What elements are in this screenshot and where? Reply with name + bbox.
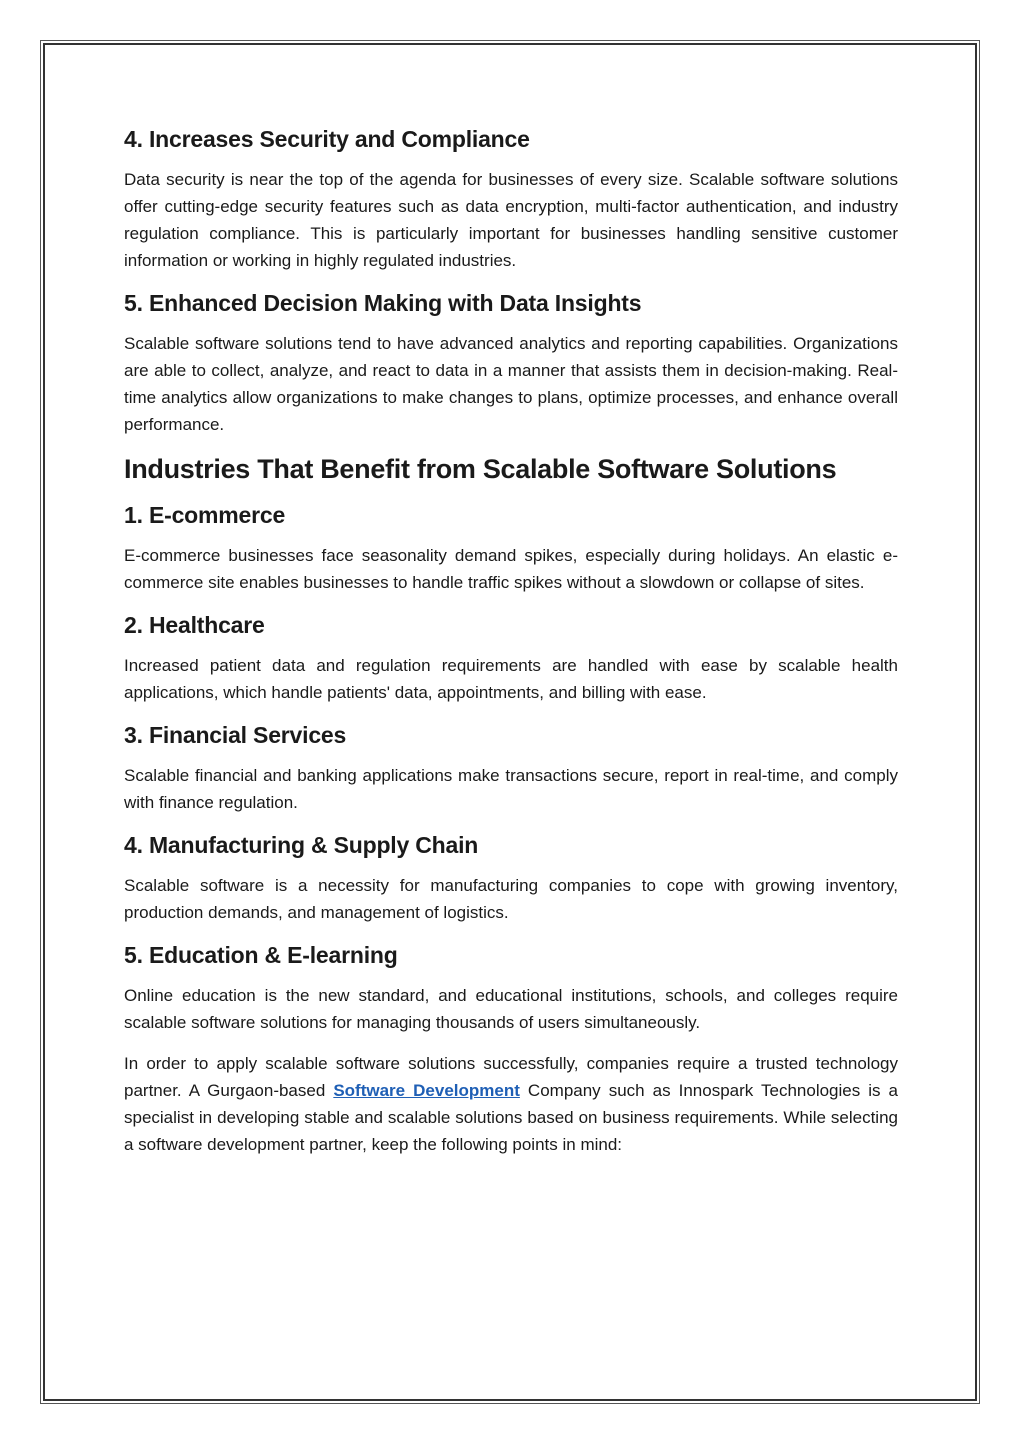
- heading-financial-services: 3. Financial Services: [124, 722, 347, 748]
- paragraph-security: Data security is near the top of the agenda for businesses of every size. Scalable software solutions offer cutting-edge security features such as data encryption, multi-factor authentication, and industry regulation compliance. This is particularly important for businesses handling sensitive customer information or working in highly regulated industries.: [124, 170, 898, 270]
- paragraph-manufacturing: Scalable software is a necessity for manufacturing companies to cope with growing inventory, production demands, and management of logistics.: [124, 876, 898, 922]
- software-development-link[interactable]: Software Development: [333, 1081, 520, 1100]
- heading-decision-making: 5. Enhanced Decision Making with Data Insights: [124, 290, 642, 316]
- paragraph-education: Online education is the new standard, and educational institutions, schools, and colleges require scalable software solutions for managing thousands of users simultaneously.: [124, 986, 898, 1032]
- paragraph-financial-services: Scalable financial and banking applications make transactions secure, report in real-time, and comply with finance regulation.: [124, 766, 898, 812]
- closing-text-before-link: In order to apply scalable software solutions successfully, companies require a trusted technology partner. A Gurgaon-based: [124, 1054, 898, 1100]
- heading-ecommerce: 1. E-commerce: [124, 502, 286, 528]
- document-content: [124, 124, 898, 1172]
- heading-industries: Industries That Benefit from Scalable Software Solutions: [124, 454, 837, 484]
- paragraph-closing: [124, 1050, 898, 1158]
- heading-education: 5. Education & E-learning: [124, 942, 398, 968]
- heading-healthcare: 2. Healthcare: [124, 612, 265, 638]
- heading-security: 4. Increases Security and Compliance: [124, 126, 530, 152]
- paragraph-healthcare: Increased patient data and regulation requirements are handled with ease by scalable health applications, which handle patients' data, appointments, and billing with ease.: [124, 656, 898, 702]
- closing-text-after-link: Company such as Innospark Technologies is a specialist in developing stable and scalable solutions based on business requirements. While selecting a software development partner, keep the following points in mind:: [124, 1081, 899, 1154]
- paragraph-decision-making: Scalable software solutions tend to have advanced analytics and reporting capabilities. Organizations are able to collect, analyze, and react to data in a manner that assists them in decision-making. Real-time analytics allow organizations to make changes to plans, optimize processes, and enhance overall performance.: [124, 334, 898, 434]
- paragraph-ecommerce: E-commerce businesses face seasonality demand spikes, especially during holidays. An elastic e-commerce site enables businesses to handle traffic spikes without a slowdown or collapse of sites.: [124, 546, 898, 592]
- heading-manufacturing: 4. Manufacturing & Supply Chain: [124, 832, 479, 858]
